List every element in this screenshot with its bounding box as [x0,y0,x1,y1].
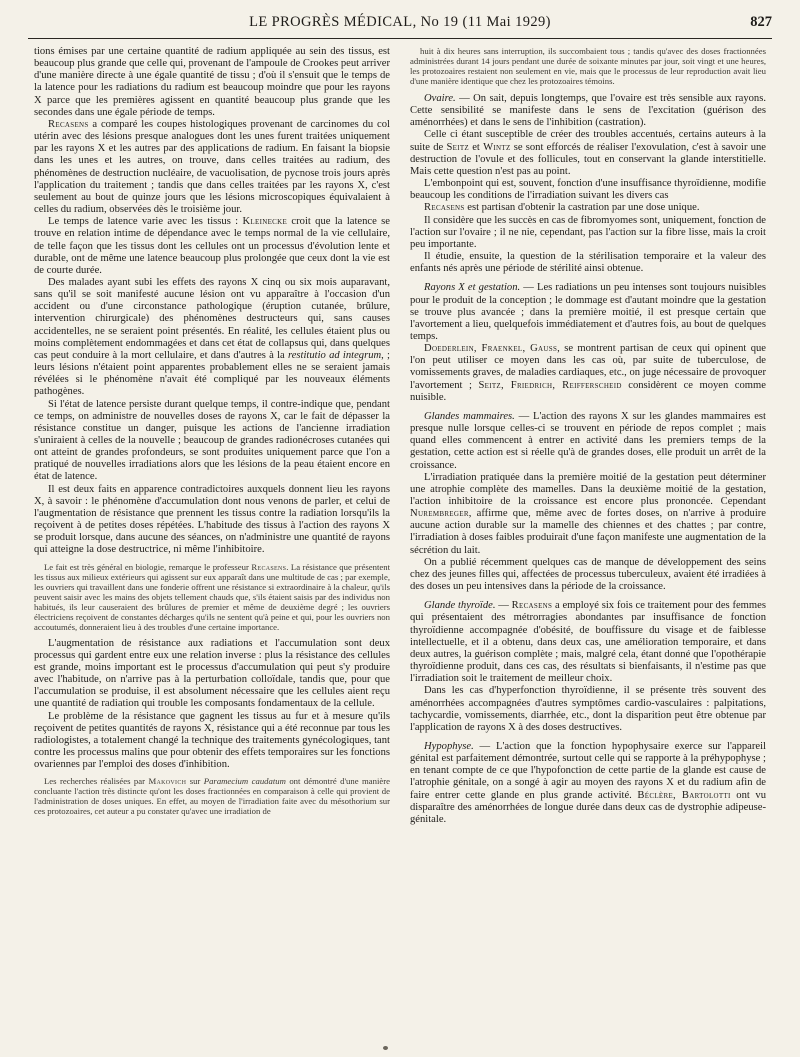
author-names: Doederlein, Fraenkel, Gauss [424,343,558,355]
paragraph: On a publié récemment quelques cas de manque de développement des seins chez des jeunes filles qui, affectées de processus tuberculeux, avaient été irradiées à des doses un peu intensives dans la période de la croissance. [410,556,766,593]
author-name: Wintz [483,141,511,153]
right-column [410,46,766,1046]
section-glande-thyroide [410,600,766,685]
latin-phrase: restitutio ad integrum [287,349,382,361]
paragraph-text: a comparé les coupes histologiques provenant de carcinomes du col utérin avec des lésions presque analogues dont les unes furent traitées uniquement par les rayons X et les autres par des applications de radium. En faisant la biopsie dans les unes et les autres, on trouve, dans celles traitées au radium, des phénomènes de destruction nucléaire, de vacuolisation, de pycnose trois jours après l'application du traitement ; tandis que dans celles traitées par les rayons X, c'est seulement au bout de quinze jours que les lésions microscopiques équivalaient à celles du radium, observées dès le troisième jour. [34,118,390,216]
paragraph [410,472,766,557]
paragraph-text: Le temps de latence varie avec les tissus : [48,216,243,228]
paragraph-text: , affirme que, même avec de fortes doses, on n'arrive à produire aucune action durable sur la mamelle des chiennes et des chattes ; par contre, l'irradiation à doses faibles produirait d'une façon manifeste une augmentation de la sécrétion du lait. [410,508,766,556]
footnote-text: . La résistance que présentent les tissus aux milieux extérieurs qui agissent sur eux apparaît dans une multitude de cas ; par exemple, les ouvriers qui travaillent dans une fonderie offrent une résistance si extraordinaire à la chaleur, qu'ils peuvent saisir avec les mains des objets tellement chauds que, s'ils étaient saisis par des individus non habitués, ils leur causeraient des brûlures de premier et même de deuxième degré ; les ouvriers électriciens reçoivent de constantes décharges qu'ils ne sentent qu'à peine et qui, pour les ouvriers non accoutumés, donneraient lieu à des troubles d'une certaine importance. [34,561,390,632]
author-name: Seitz [446,141,469,153]
section-hypophyse [410,741,766,826]
paragraph: Le problème de la résistance que gagnent les tissus au fur et à mesure qu'ils reçoivent de petites quantités de rayons X, résistance qui a été reconnue par tous les radiologistes, a totalement changé la technique des traitements gynécologiques, tant contre les processus malins que pour obtenir des effets temporaires sur les fonctions ovariennes par l'emploi des doses d'inhibition. [34,710,390,771]
section-glandes-mammaires [410,411,766,472]
paragraph-text: Celle ci étant susceptible de créer des troubles accentués, certains auteurs à la suite de [410,129,766,153]
paragraph-text: , se montrent partisan de ceux qui opinent que l'on peut utiliser ce moyen dans les cas où, par suite de tuberculose, de vomissements graves, de maladies cardiaques, etc., on juge nécessaire de provoquer l'avortement ; [410,343,766,391]
section-gestation [410,282,766,343]
section-title: Ovaire. [424,93,456,104]
paragraph-text: — L'action que la fonction hypophysaire exerce sur l'appareil génital est parfaitement démontrée, surtout celle qui se rapporte à la préhypophyse ; en tenant compte de ce que l'hypofonction de cette partie de la glande est cause de l'atrophie génitale, on a songé à agir au moyen des rayons X et du radium afin de faire entrer cette glande en plus grande activité. [410,740,766,801]
paragraph: tions émises par une certaine quantité de radium appliquée au sein des tissus, est beaucoup plus grande que celle qui, provenant de l'ampoule de Crookes peut arriver d'une manière directe à une égale quantité de tissu ; d'où il s'ensuit que le temps de la latence pour les radiations du radium est beaucoup moindre que pour les rayons X parce que les premières agissent en quantité beaucoup plus grande que les secondes dans une égale période de temps. [34,46,390,118]
paragraph-text: a employé six fois ce traitement pour des femmes qui présentaient des métrorragies abondantes par insuffisance de fonction thyroïdienne accompagnée d'obésité, de bouffissure du visage et de faiblesse intellectuelle, et il a obtenu, dans deux cas, une amélioration temporaire, et dans deux autres, la guérison complète ; mais, malgré cela, étant donné que l'opothérapie thyroïdienne produit, dans ces cas, des résultats si bienfaisants, il n'estime pas que l'irradiation soit le traitement de meilleur choix. [410,600,766,685]
footnote [34,776,390,816]
footnote-continued: huit à dix heures sans interruption, ils succombaient tous ; tandis qu'avec des doses fractionnées administrées durant 14 jours pendant une durée de soixante minutes par jour, soit vingt et une heures, les protozoaires restaient non seulement en vie, mais que le processus de leur reproduction avait lieu d'une manière identique que chez les protozoaires témoins. [410,46,766,86]
author-name: Recasens [48,118,89,130]
paragraph-text: est partisan d'obtenir la castration par une dose unique. [464,202,700,214]
section-title: Rayons X et gestation. [424,282,521,294]
paragraph [34,216,390,277]
section-title: Glande thyroïde. [424,600,496,612]
journal-title: LE PROGRÈS MÉDICAL, No 19 (11 Mai 1929) [249,14,551,30]
author-name: Kleinecke [242,216,288,228]
paragraph-text: croit que la latence se trouve en relation intime de dépendance avec le temps normal de la vie cellulaire, de telle façon que les tissus dont les cellules ont un processus d'évolution lente et durable, ont de même une latence beaucoup plus prolongée que ceux dont la vie est de courte durée. [34,216,390,276]
ink-speck [383,1046,388,1050]
paragraph: Il est deux faits en apparence contradictoires auxquels donnent lieu les rayons X, à savoir : le phénomène d'accumulation dont nous venons de parler, et celui de l'augmentation de résistance que prennent les tissus contre la radiation lorsqu'ils la reçoivent à de petites doses répétées. L'habitude des tissus à l'action des rayons X se produit lorsque, dans aucune des séances, on n'administre une quantité de rayons qui atteigne la dose destructrice, ni même l'inhibitoire. [34,483,390,556]
paragraph-text: — Les radiations un peu intenses sont toujours nuisibles pour le produit de la conception ; le dommage est d'autant moindre que la gestation se trouve plus avancée ; dans la première moitié, il est presque certain que l'avortement a lieu, quelquefois immédiatement et d'autres fois, au bout de quelques temps. [410,282,766,342]
paragraph-text: — L'action des rayons X sur les glandes mammaires est presque nulle lorsque celles-ci se trouvent en période de repos complet ; mais quand elles commencent à entrer en activité dans les premiers temps de la gestation, cette action est si réelle qu'à de grandes doses, elle produit un arrêt de la croissance. [410,410,766,471]
footnote-text: ont démontré d'une manière concluante l'action très distincte qu'ont les doses fractionnées en comparaison à celle qui provient de l'administration de doses uniques. En effet, au moyen de l'irradiation faite avec du mésothorium sur ces protozoaires, cet auteur a pu constater qu'avec une irradiation de [34,776,390,817]
paragraph-text: se sont efforcés de réaliser l'exovulation, c'est à savoir une destruction de l'ovule et des follicules, tout en conservant la glande interstitielle. Mais cette question n'est pas au point. [410,141,766,177]
paragraph-text: et [469,141,484,153]
author-name: Makovich [148,776,187,787]
paragraph-text: Des malades ayant subi les effets des rayons X cinq ou six mois auparavant, sans qu'il se soit manifesté aucune lésion ont vu apparaître à l'occasion d'un accident ou d'une circonstance pathologique (éruption cutanée, brûlure, intervention chirurgicale) des phénomènes destructeurs qui, sans causes accidentelles, ne se seraient point présentés. En réalité, les cellules étaient plus ou moins complètement endommagées et dans cet état de collapsus qui, dans quelques cas peut conduire à la mort cellulaire, et dans d'autres à la [34,276,390,361]
paragraph: Il considère que les succès en cas de fibromyomes sont, uniquement, fonction de l'action sur l'ovaire ; il ne nie, cependant, pas l'action sur la fibre lisse, mais la croit peu importante. [410,214,766,250]
paragraph [34,277,390,399]
paragraph [410,343,766,404]
species-name: Paramecium caudatum [203,776,286,787]
left-column [34,46,390,1046]
author-names: Béclère, Bartolotti [637,789,731,801]
footnote-text: Le fait est très général en biologie, remarque le professeur [44,561,252,572]
paragraph [410,202,766,214]
paragraph-text: considèrent ce moyen comme nuisible. [410,379,766,403]
running-header [28,12,772,39]
paragraph-text: — On sait, depuis longtemps, que l'ovaire est très sensible aux rayons. Cette sensibilité se manifeste dans le sens de l'excitation (guérison des aménorrhées) et dans le sens de l'inhibition (castration). [410,93,766,129]
author-name: Nurembreger [410,508,469,520]
paragraph: L'embonpoint qui est, souvent, fonction d'une insuffisance thyroïdienne, modifie beaucoup les conditions de l'irradiation suivant les divers cas [410,178,766,202]
paragraph: Il étudie, ensuite, la question de la stérilisation temporaire et la valeur des enfants nés après une période de stérilité ainsi obtenue. [410,251,766,275]
author-names: Seitz, Friedrich, Reifferscheid [478,379,622,391]
paragraph-text: L'irradiation pratiquée dans la première moitié de la gestation peut déterminer une atrophie complète des mamelles. Dans la deuxième moitié de la gestation, l'action inhibitoire de la croissance est encore plus prononcée. Cependant [410,471,766,507]
section-title: Hypophyse. [424,740,474,752]
footnote [34,562,390,632]
section-title: Glandes mammaires. [424,410,515,422]
paragraph-text: ont vu disparaître des aménorrhées de longue durée dans deux cas de dystrophie adipeuse-génitale. [410,789,766,825]
paragraph-text: , ; leurs lésions n'étaient point apparentes probablement elles ne se seraient jamais révélées si le phénomène n'avait été compliqué par les nouveaux éléments pathogènes. [34,349,390,398]
paragraph: Dans les cas d'hyperfonction thyroïdienne, il se présente très souvent des aménorrhées accompagnées d'autres symptômes cardio-vasculaires : palpitations, tachycardie, vomissements, diarrhée, etc., dont la disparition peut être obtenue par l'application de rayons X à des doses destructives. [410,685,766,733]
footnote-text: Les recherches réalisées par [44,776,149,787]
page-number: 827 [750,14,772,30]
footnote-text: sur [186,776,204,787]
paragraph [410,129,766,178]
section-ovaire [410,93,766,129]
paragraph: Si l'état de latence persiste durant quelque temps, il contre-indique que, pendant ce temps, on administre de nouvelles doses de rayons X, car le fait de dépasser la résistance constitue un danger, puisque les actions de l'ancienne irradiation s'uniraient à celles de la nouvelle ; beaucoup de grandes radionécroses cutanées qui ont atteint de grandes profondeurs, se sont produites uniquement parce que l'on a pratiqué de nouvelles irradiations alors que les lésions de la peau étaient encore en état de latence. [34,398,390,483]
author-name: Recasens [424,202,465,214]
author-name: Recasens [251,561,287,572]
author-name: Recasens [511,600,553,612]
paragraph: L'augmentation de résistance aux radiations et l'accumulation sont deux processus qui gardent entre eux une relation inverse : plus la résistance des cellules est grande, moins important est le processus d'accumulation qui peut s'y produire avec l'habitude, on n'arrive pas à la perturbation colloïdale, tandis que, pour que l'accumulation se produise, il est absolument nécessaire que les cellules aient reçu une quantité de radiation qui trouble les composants fondamentaux de la cellule. [34,637,390,710]
paragraph [34,119,390,216]
paragraph-text: — [495,600,512,612]
